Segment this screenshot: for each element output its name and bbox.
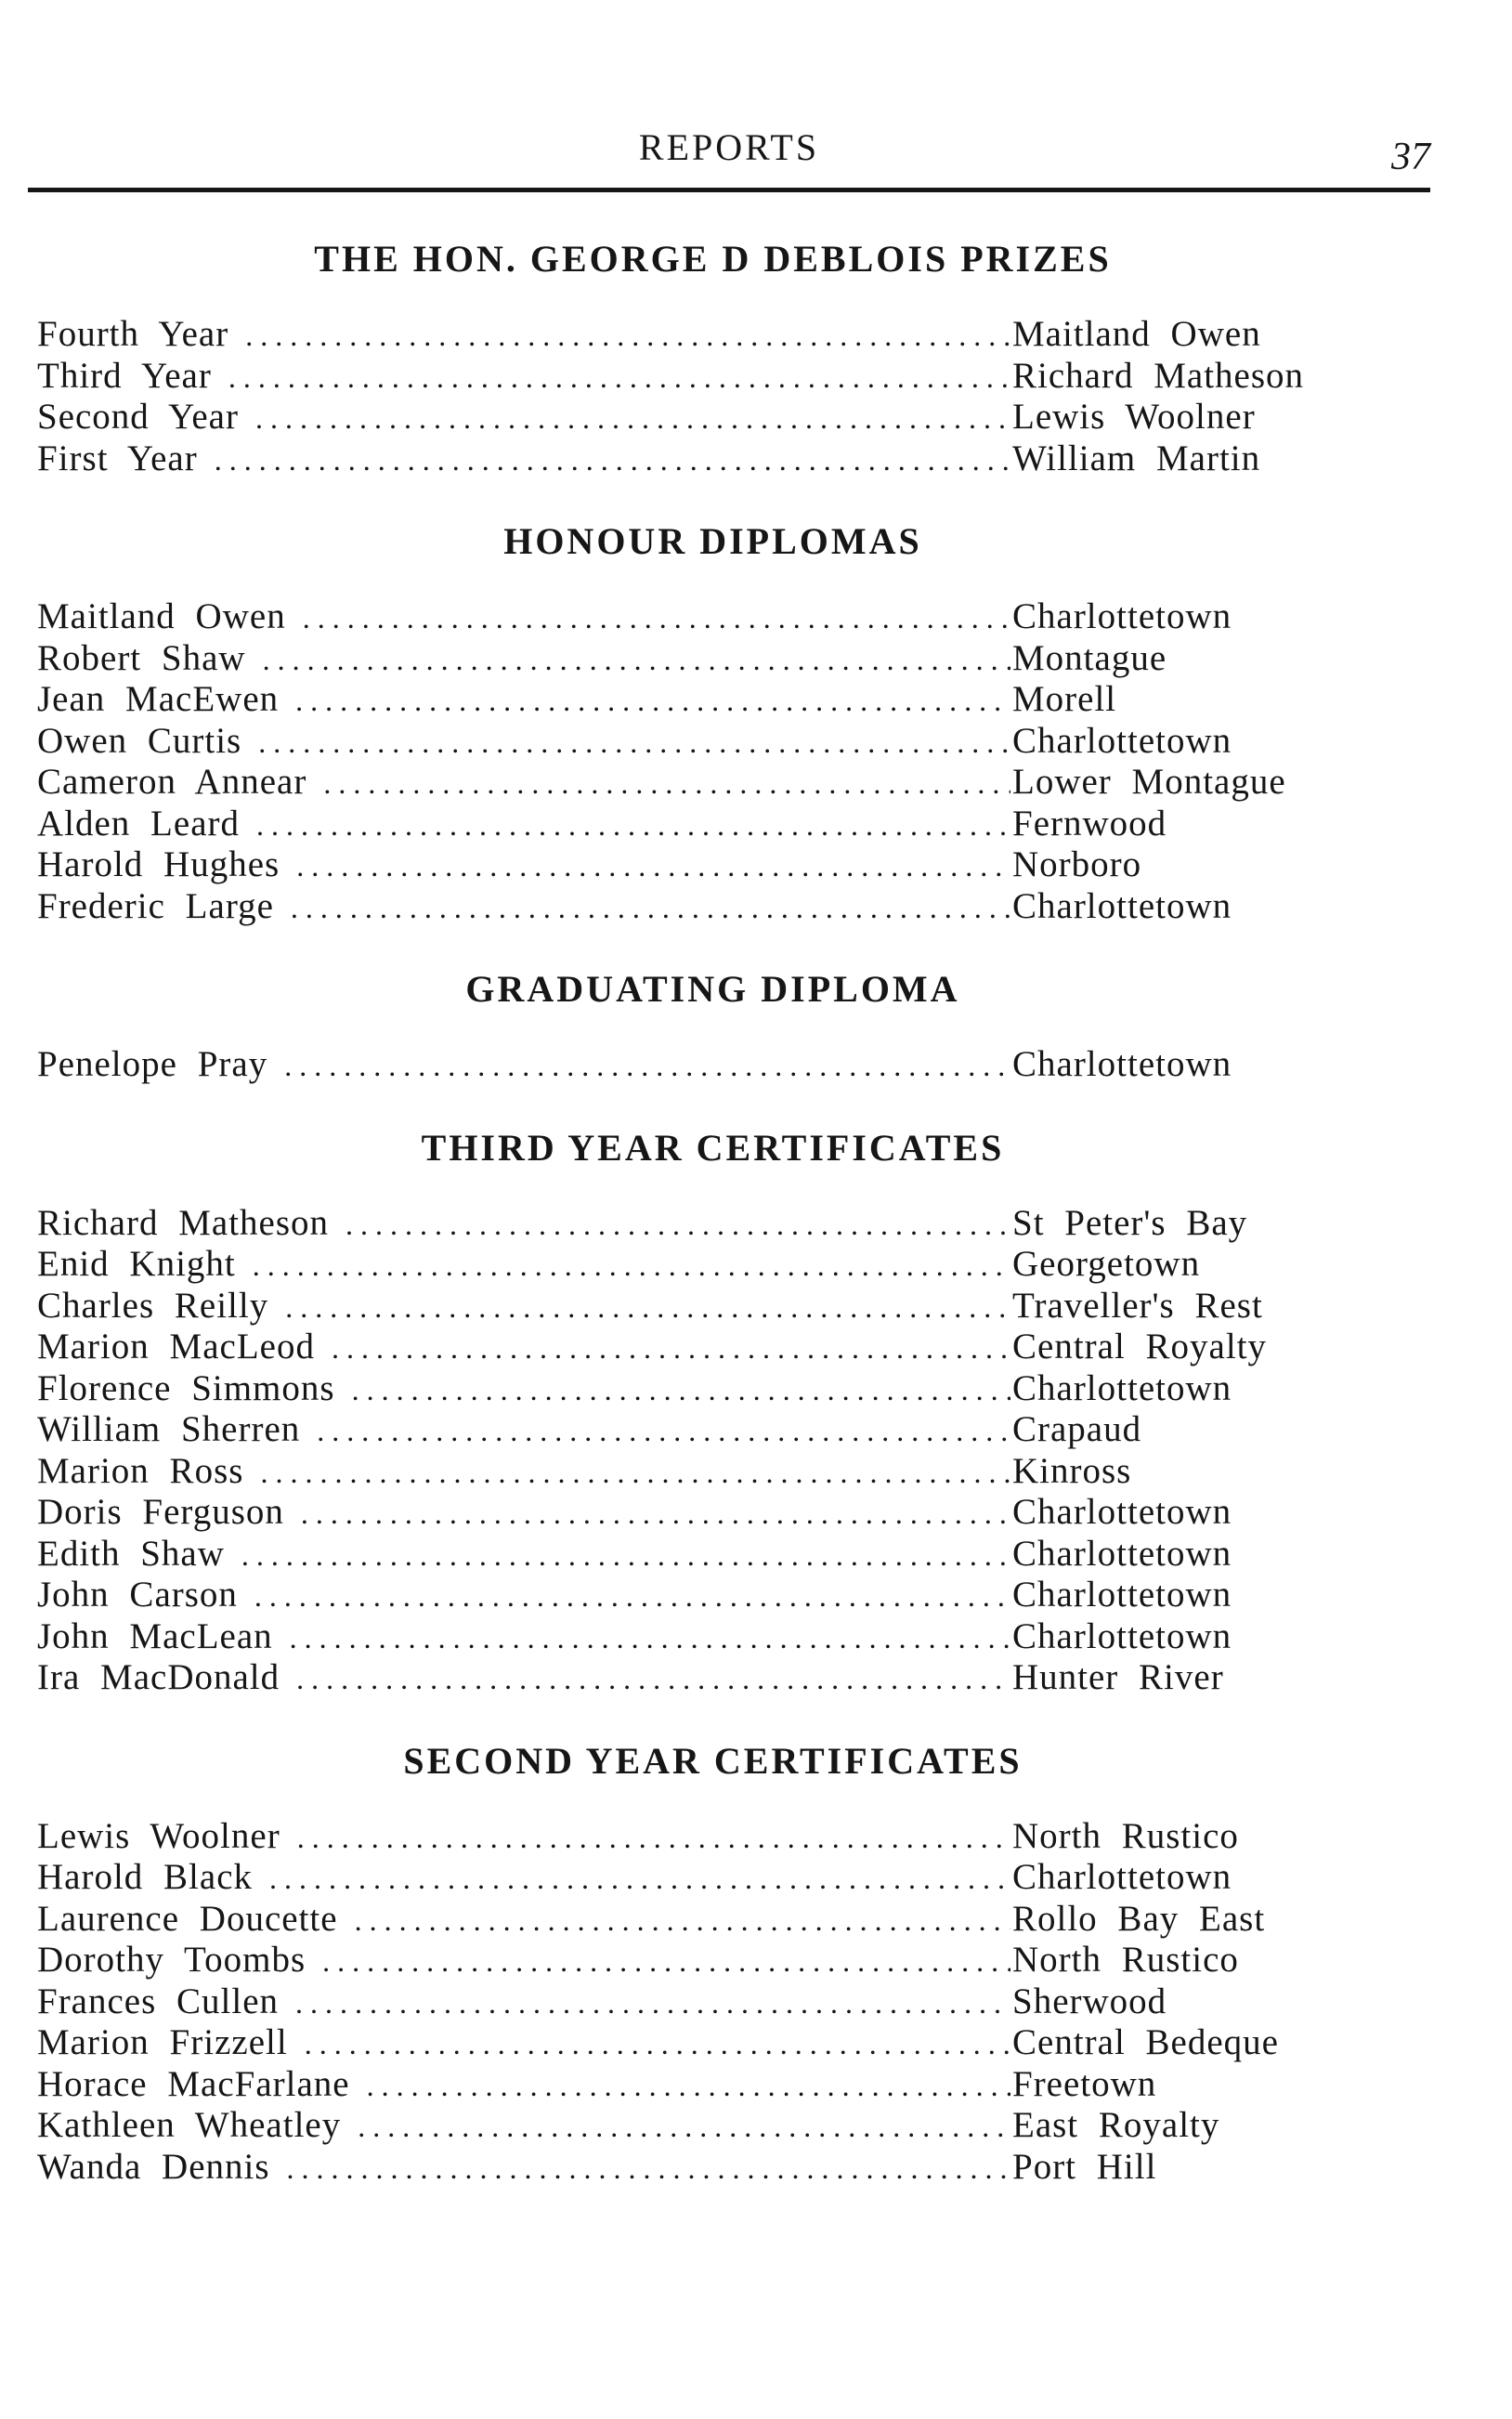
dot-leader bbox=[260, 1452, 1010, 1494]
entry-place: Maitland Owen bbox=[1012, 314, 1261, 354]
dot-leader bbox=[241, 1535, 1010, 1576]
entry-name: Horace MacFarlane bbox=[37, 2063, 350, 2104]
entry-name: William Sherren bbox=[37, 1409, 301, 1449]
page-number: 37 bbox=[1391, 136, 1430, 178]
entry-place: St Peter's Bay bbox=[1012, 1202, 1248, 1243]
entry-name: First Year bbox=[37, 438, 198, 478]
list-item bbox=[37, 2022, 1388, 2064]
entry-name: Ira MacDonald bbox=[37, 1657, 280, 1697]
section-title: SECOND YEAR CERTIFICATES bbox=[403, 1739, 1023, 1782]
dot-leader bbox=[322, 1941, 1010, 1982]
dot-leader bbox=[355, 1900, 1010, 1942]
list-item bbox=[37, 1327, 1388, 1368]
page-content bbox=[37, 234, 1388, 2188]
entry-name: Edith Shaw bbox=[37, 1533, 225, 1574]
dot-leader bbox=[295, 1982, 1010, 2024]
dot-leader bbox=[291, 887, 1010, 929]
entry-place: Richard Matheson bbox=[1012, 355, 1305, 396]
entry-place: North Rustico bbox=[1012, 1940, 1239, 1980]
entry-list bbox=[37, 314, 1388, 479]
entry-name: Marion Frizzell bbox=[37, 2022, 288, 2062]
entry-place: Charlottetown bbox=[1012, 1367, 1232, 1408]
entry-name: Doris Ferguson bbox=[37, 1492, 284, 1532]
list-item bbox=[37, 762, 1388, 804]
entry-name: Fourth Year bbox=[37, 314, 229, 354]
entry-name: Cameron Annear bbox=[37, 762, 307, 802]
dot-leader bbox=[253, 1245, 1010, 1287]
entry-name: Third Year bbox=[37, 355, 212, 396]
dot-leader bbox=[290, 1617, 1010, 1659]
entry-name: Maitland Owen bbox=[37, 596, 286, 636]
list-item bbox=[37, 1657, 1388, 1699]
entry-place: Fernwood bbox=[1012, 803, 1167, 843]
page-header bbox=[28, 125, 1430, 194]
entry-name: Wanda Dennis bbox=[37, 2146, 270, 2187]
list-item bbox=[37, 679, 1388, 721]
entry-list bbox=[37, 1816, 1388, 2189]
dot-leader bbox=[256, 804, 1010, 846]
list-item bbox=[37, 1616, 1388, 1658]
entry-place: Georgetown bbox=[1012, 1244, 1201, 1284]
entry-name: Lewis Woolner bbox=[37, 1815, 280, 1856]
entry-name: Dorothy Toombs bbox=[37, 1940, 306, 1980]
entry-place: Charlottetown bbox=[1012, 596, 1232, 636]
entry-place: Charlottetown bbox=[1012, 1044, 1232, 1084]
section-title: HONOUR DIPLOMAS bbox=[503, 520, 922, 562]
entry-name: Marion Ross bbox=[37, 1450, 244, 1491]
entry-place: Lewis Woolner bbox=[1012, 397, 1256, 437]
entry-name: Frances Cullen bbox=[37, 1981, 280, 2021]
list-item bbox=[37, 356, 1388, 398]
dot-leader bbox=[228, 357, 1010, 399]
dot-leader bbox=[352, 1369, 1010, 1411]
entry-place: Rollo Bay East bbox=[1012, 1898, 1266, 1939]
list-item bbox=[37, 804, 1388, 845]
entry-place: Charlottetown bbox=[1012, 1492, 1232, 1532]
dot-leader bbox=[296, 1658, 1010, 1700]
section-third-year-certificates bbox=[37, 1123, 1388, 1736]
entry-name: Enid Knight bbox=[37, 1244, 236, 1284]
list-item bbox=[37, 1203, 1388, 1245]
list-item bbox=[37, 844, 1388, 886]
list-item bbox=[37, 886, 1388, 928]
entry-place: Traveller's Rest bbox=[1012, 1285, 1263, 1326]
list-item bbox=[37, 1981, 1388, 2023]
entry-place: Lower Montague bbox=[1012, 762, 1286, 802]
entry-place: Central Royalty bbox=[1012, 1327, 1268, 1366]
entry-name: Second Year bbox=[37, 397, 239, 437]
entry-name: Frederic Large bbox=[37, 885, 274, 926]
dot-leader bbox=[305, 2023, 1010, 2065]
entry-place: William Martin bbox=[1012, 438, 1261, 478]
list-item bbox=[37, 1244, 1388, 1286]
dot-leader bbox=[258, 722, 1010, 764]
entry-place: Hunter River bbox=[1012, 1657, 1224, 1697]
entry-place: Kinross bbox=[1012, 1450, 1132, 1491]
list-item bbox=[37, 1044, 1388, 1086]
list-item bbox=[37, 1575, 1388, 1616]
dot-leader bbox=[323, 763, 1010, 804]
dot-leader bbox=[215, 439, 1010, 481]
header-rule bbox=[28, 188, 1430, 192]
entry-name: Alden Leard bbox=[37, 803, 240, 843]
list-item bbox=[37, 638, 1388, 680]
list-item bbox=[37, 1451, 1388, 1493]
entry-place: Morell bbox=[1012, 679, 1117, 719]
section-honour-diplomas bbox=[37, 516, 1388, 964]
list-item bbox=[37, 721, 1388, 763]
dot-leader bbox=[269, 1858, 1010, 1900]
running-head: REPORTS bbox=[638, 126, 820, 168]
dot-leader bbox=[284, 1045, 1010, 1087]
list-item bbox=[37, 1492, 1388, 1534]
dot-leader bbox=[358, 2106, 1010, 2148]
entry-place: Charlottetown bbox=[1012, 1575, 1232, 1615]
dot-leader bbox=[296, 845, 1010, 887]
entry-place: Crapaud bbox=[1012, 1409, 1142, 1449]
entry-name: Harold Black bbox=[37, 1857, 254, 1897]
dot-leader bbox=[245, 315, 1010, 357]
entry-list bbox=[37, 1044, 1388, 1086]
entry-place: Freetown bbox=[1012, 2063, 1157, 2104]
list-item bbox=[37, 1857, 1388, 1899]
list-item bbox=[37, 1940, 1388, 1981]
entry-name: Penelope Pray bbox=[37, 1044, 268, 1084]
section-graduating-diploma bbox=[37, 964, 1388, 1123]
entry-name: John MacLean bbox=[37, 1615, 273, 1656]
dot-leader bbox=[317, 1410, 1010, 1452]
entry-place: Sherwood bbox=[1012, 1981, 1167, 2021]
entry-name: Owen Curtis bbox=[37, 720, 242, 761]
list-item bbox=[37, 1534, 1388, 1576]
list-item bbox=[37, 2105, 1388, 2147]
list-item bbox=[37, 1899, 1388, 1941]
entry-name: Robert Shaw bbox=[37, 637, 246, 678]
dot-leader bbox=[295, 680, 1010, 722]
dot-leader bbox=[255, 398, 1010, 439]
entry-name: Jean MacEwen bbox=[37, 679, 280, 719]
dot-leader bbox=[367, 2065, 1010, 2107]
entry-place: East Royalty bbox=[1012, 2105, 1220, 2145]
section-second-year-certificates bbox=[37, 1736, 1388, 2189]
entry-place: Charlottetown bbox=[1012, 1533, 1232, 1574]
dot-leader bbox=[345, 1204, 1010, 1246]
dot-leader bbox=[254, 1576, 1010, 1617]
dot-leader bbox=[301, 1493, 1010, 1535]
entry-name: Harold Hughes bbox=[37, 844, 280, 884]
section-title: THIRD YEAR CERTIFICATES bbox=[421, 1126, 1005, 1169]
list-item bbox=[37, 2147, 1388, 2189]
list-item bbox=[37, 397, 1388, 438]
list-item bbox=[37, 2064, 1388, 2106]
dot-leader bbox=[297, 1817, 1010, 1859]
list-item bbox=[37, 1286, 1388, 1327]
list-item bbox=[37, 1816, 1388, 1858]
entry-place: Charlottetown bbox=[1012, 1615, 1232, 1656]
entry-place: Norboro bbox=[1012, 844, 1142, 884]
entry-place: North Rustico bbox=[1012, 1815, 1239, 1856]
entry-place: Charlottetown bbox=[1012, 885, 1232, 926]
entry-name: Florence Simmons bbox=[37, 1367, 335, 1408]
list-item bbox=[37, 1368, 1388, 1410]
list-item bbox=[37, 1409, 1388, 1451]
entry-name: Marion MacLeod bbox=[37, 1327, 315, 1366]
entry-list bbox=[37, 596, 1388, 927]
dot-leader bbox=[303, 597, 1010, 639]
dot-leader bbox=[263, 639, 1010, 681]
entry-place: Montague bbox=[1012, 637, 1167, 678]
list-item bbox=[37, 596, 1388, 638]
entry-name: Richard Matheson bbox=[37, 1202, 330, 1243]
entry-list bbox=[37, 1203, 1388, 1699]
section-deblois-prizes bbox=[37, 234, 1388, 516]
entry-place: Charlottetown bbox=[1012, 720, 1232, 761]
dot-leader bbox=[285, 1287, 1010, 1328]
entry-place: Central Bedeque bbox=[1012, 2022, 1279, 2062]
list-item bbox=[37, 314, 1388, 356]
entry-name: Kathleen Wheatley bbox=[37, 2105, 342, 2145]
dot-leader bbox=[332, 1327, 1010, 1369]
entry-name: Charles Reilly bbox=[37, 1285, 269, 1326]
section-title: GRADUATING DIPLOMA bbox=[465, 968, 960, 1010]
entry-name: Laurence Doucette bbox=[37, 1898, 338, 1939]
list-item bbox=[37, 438, 1388, 480]
entry-place: Charlottetown bbox=[1012, 1857, 1232, 1897]
dot-leader bbox=[287, 2148, 1010, 2190]
section-title: THE HON. GEORGE D DEBLOIS PRIZES bbox=[314, 238, 1112, 280]
entry-place: Port Hill bbox=[1012, 2146, 1157, 2187]
entry-name: John Carson bbox=[37, 1575, 238, 1615]
